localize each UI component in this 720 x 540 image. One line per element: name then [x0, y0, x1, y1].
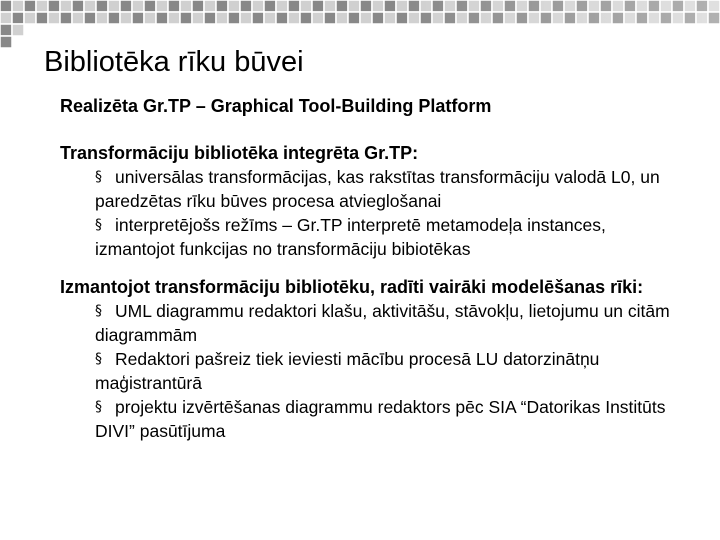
slide-body — [60, 96, 690, 443]
list-item — [60, 299, 690, 347]
bullet-icon: § — [95, 399, 102, 415]
section-heading: Transformāciju bibliotēka integrēta Gr.TP: — [60, 143, 419, 163]
section-heading: Izmantojot transformāciju bibliotēku, radīti vairāki modelēšanas rīki: — [60, 277, 644, 297]
section-tools — [60, 275, 690, 443]
list-item — [60, 347, 690, 395]
decorative-checker-header — [0, 0, 720, 48]
list-item — [60, 213, 690, 261]
list-item-text: UML diagrammu redaktori klašu, aktivitāšu, stāvokļu, lietojumu un citām diagrammām — [95, 301, 670, 345]
bullet-icon: § — [95, 217, 102, 233]
section-transformations — [60, 141, 690, 261]
list-item-text: interpretējošs režīms – Gr.TP interpretē metamodeļa instances, izmantojot funkcijas no transformāciju bibiotēkas — [95, 215, 606, 259]
list-item-text: universālas transformācijas, kas rakstītas transformāciju valodā L0, un paredzētas rīku būves procesa atvieglošanai — [95, 167, 660, 211]
bullet-icon: § — [95, 351, 102, 367]
list-item — [60, 165, 690, 213]
bullet-icon: § — [95, 303, 102, 319]
list-item-text: projektu izvērtēšanas diagrammu redaktors pēc SIA “Datorikas Institūts DIVI” pasūtījuma — [95, 397, 666, 441]
intro-line: Realizēta Gr.TP – Graphical Tool-Building Platform — [60, 96, 492, 116]
slide-title: Bibliotēka rīku būvei — [44, 46, 304, 78]
list-item-text: Redaktori pašreiz tiek ieviesti mācību procesā LU datorzinātņu maģistrantūrā — [95, 349, 600, 393]
list-item — [60, 395, 690, 443]
bullet-icon: § — [95, 169, 102, 185]
